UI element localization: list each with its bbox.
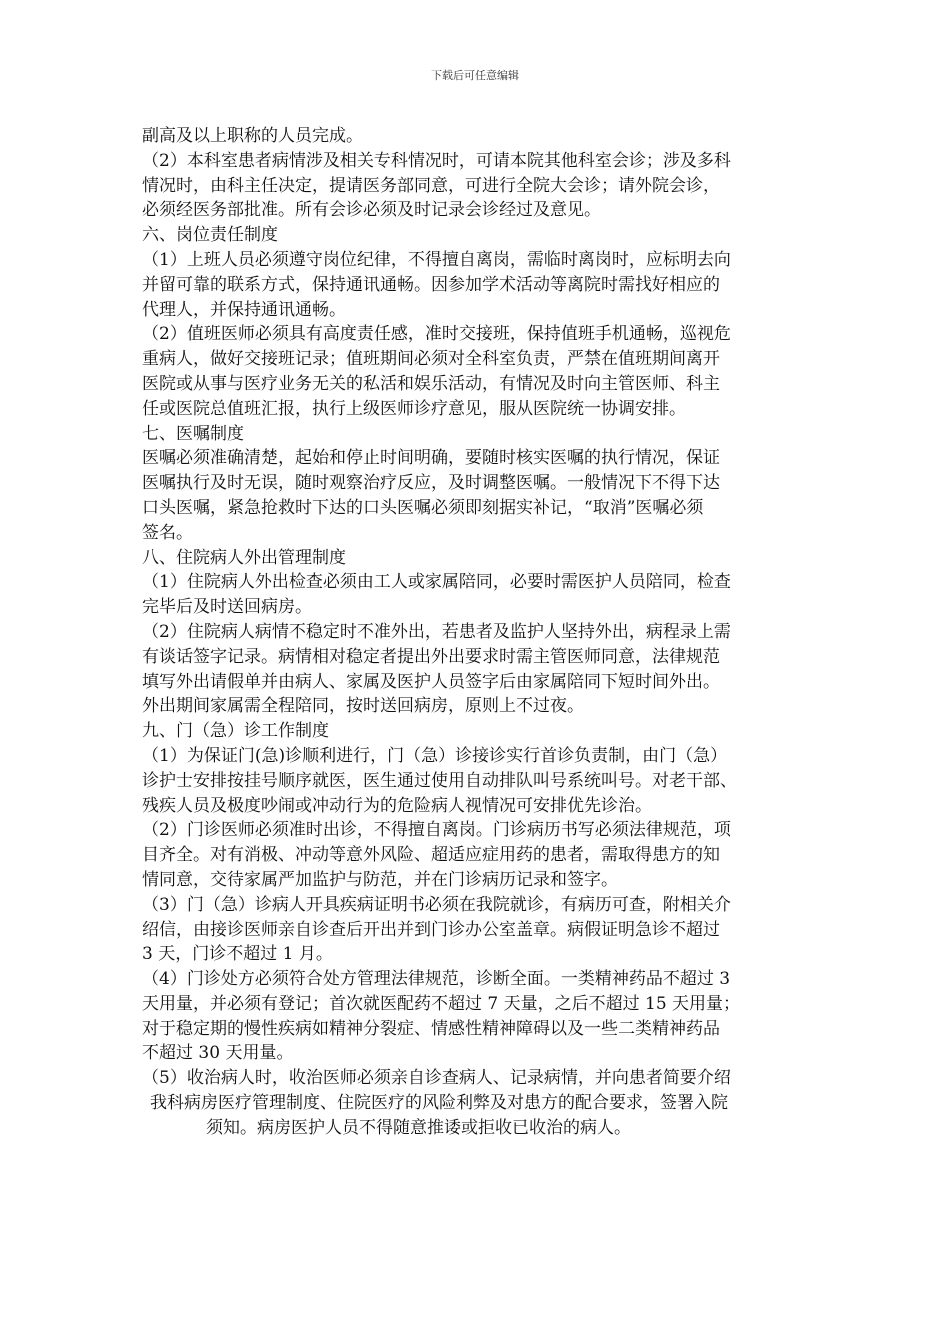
text-line: 重病人，做好交接班记录；值班期间必须对全科室负责，严禁在值班期间离开 — [142, 349, 720, 370]
text-line: 签名。 — [142, 522, 193, 543]
text-line: 天用量，并必须有登记；首次就医配药不超过 7 天量，之后不超过 15 天用量； — [142, 993, 741, 1014]
text-line: 代理人，并保持通讯通畅。 — [142, 299, 346, 320]
text-line: 副高及以上职称的人员完成。 — [142, 126, 363, 146]
text-line: 我科病房医疗管理制度、住院医疗的风险利弊及对患方的配合要求，签署入院 — [150, 1093, 728, 1114]
section-heading: 九、门（急）诊工作制度 — [142, 721, 329, 742]
text-line: （3）门（急）诊病人开具疾病证明书必须在我院就诊，有病历可查，附相关介 — [142, 894, 731, 915]
section-heading: 七、医嘱制度 — [142, 423, 244, 444]
section-heading: 八、住院病人外出管理制度 — [142, 547, 346, 568]
text-line: 医嘱必须准确清楚，起始和停止时间明确，要随时核实医嘱的执行情况，保证 — [142, 448, 720, 469]
text-line: （2）住院病人病情不稳定时不准外出，若患者及监护人坚持外出，病程录上需 — [142, 621, 731, 642]
text-line: 须知。病房医护人员不得随意推诿或拒收已收治的病人。 — [206, 1117, 631, 1138]
text-line: 必须经医务部批准。所有会诊必须及时记录会诊经过及意见。 — [142, 200, 601, 221]
text-line: 残疾人员及极度吵闹或冲动行为的危险病人视情况可安排优先诊治。 — [142, 795, 652, 816]
text-line: 情况时，由科主任决定，提请医务部同意，可进行全院大会诊；请外院会诊， — [142, 175, 720, 196]
text-line: （1）为保证门(急)诊顺利进行，门（急）诊接诊实行首诊负责制，由门（急） — [142, 745, 728, 766]
section-heading: 六、岗位责任制度 — [142, 225, 278, 246]
text-line: 并留可靠的联系方式，保持通讯通畅。因参加学术活动等离院时需找好相应的 — [142, 274, 720, 295]
text-line: 医嘱执行及时无误，随时观察治疗反应，及时调整医嘱。一般情况下不得下达 — [142, 473, 720, 494]
text-line: 情同意，交待家属严加监护与防范，并在门诊病历记录和签字。 — [142, 869, 618, 890]
page-header: 下载后可任意编辑 — [431, 69, 519, 82]
text-line: 诊护士安排按挂号顺序就医，医生通过使用自动排队叫号系统叫号。对老干部、 — [142, 770, 737, 791]
text-line: （5）收治病人时，收治医师必须亲自诊查病人、记录病情，并向患者简要介绍 — [142, 1068, 731, 1089]
text-line: （2）值班医师必须具有高度责任感，准时交接班，保持值班手机通畅，巡视危 — [142, 324, 731, 345]
text-line: 对于稳定期的慢性疾病如精神分裂症、情感性精神障碍以及一些二类精神药品 — [142, 1018, 720, 1039]
text-line: 口头医嘱，紧急抢救时下达的口头医嘱必须即刻据实补记，“取消”医嘱必须 — [142, 497, 704, 518]
document-body — [142, 124, 810, 1141]
text-line: 有谈话签字记录。病情相对稳定者提出外出要求时需主管医师同意，法律规范 — [142, 646, 720, 667]
text-line: 不超过 30 天用量。 — [142, 1043, 294, 1064]
text-line: 医院或从事与医疗业务无关的私活和娱乐活动，有情况及时向主管医师、科主 — [142, 373, 720, 394]
text-line: （4）门诊处方必须符合处方管理法律规范，诊断全面。一类精神药品不超过 3 — [142, 969, 731, 990]
text-line: 填写外出请假单并由病人、家属及医护人员签字后由家属陪同下短时间外出。 — [142, 671, 720, 692]
text-line: （1）住院病人外出检查必须由工人或家属陪同，必要时需医护人员陪同，检查 — [142, 572, 731, 593]
text-line: 完毕后及时送回病房。 — [142, 597, 312, 618]
text-line: 3 天，门诊不超过 1 月。 — [142, 944, 333, 965]
text-line: 外出期间家属需全程陪同，按时送回病房，原则上不过夜。 — [142, 696, 584, 717]
text-line: 任或医院总值班汇报，执行上级医师诊疗意见，服从医院统一协调安排。 — [142, 398, 686, 419]
text-line: 绍信，由接诊医师亲自诊查后开出并到门诊办公室盖章。病假证明急诊不超过 — [142, 919, 720, 940]
text-line: （2）本科室患者病情涉及相关专科情况时，可请本院其他科室会诊；涉及多科 — [142, 150, 731, 171]
text-line: （1）上班人员必须遵守岗位纪律，不得擅自离岗，需临时离岗时，应标明去向 — [142, 249, 731, 270]
text-line: （2）门诊医师必须准时出诊，不得擅自离岗。门诊病历书写必须法律规范，项 — [142, 820, 731, 841]
text-line: 目齐全。对有消极、冲动等意外风险、超适应症用药的患者，需取得患方的知 — [142, 845, 720, 866]
